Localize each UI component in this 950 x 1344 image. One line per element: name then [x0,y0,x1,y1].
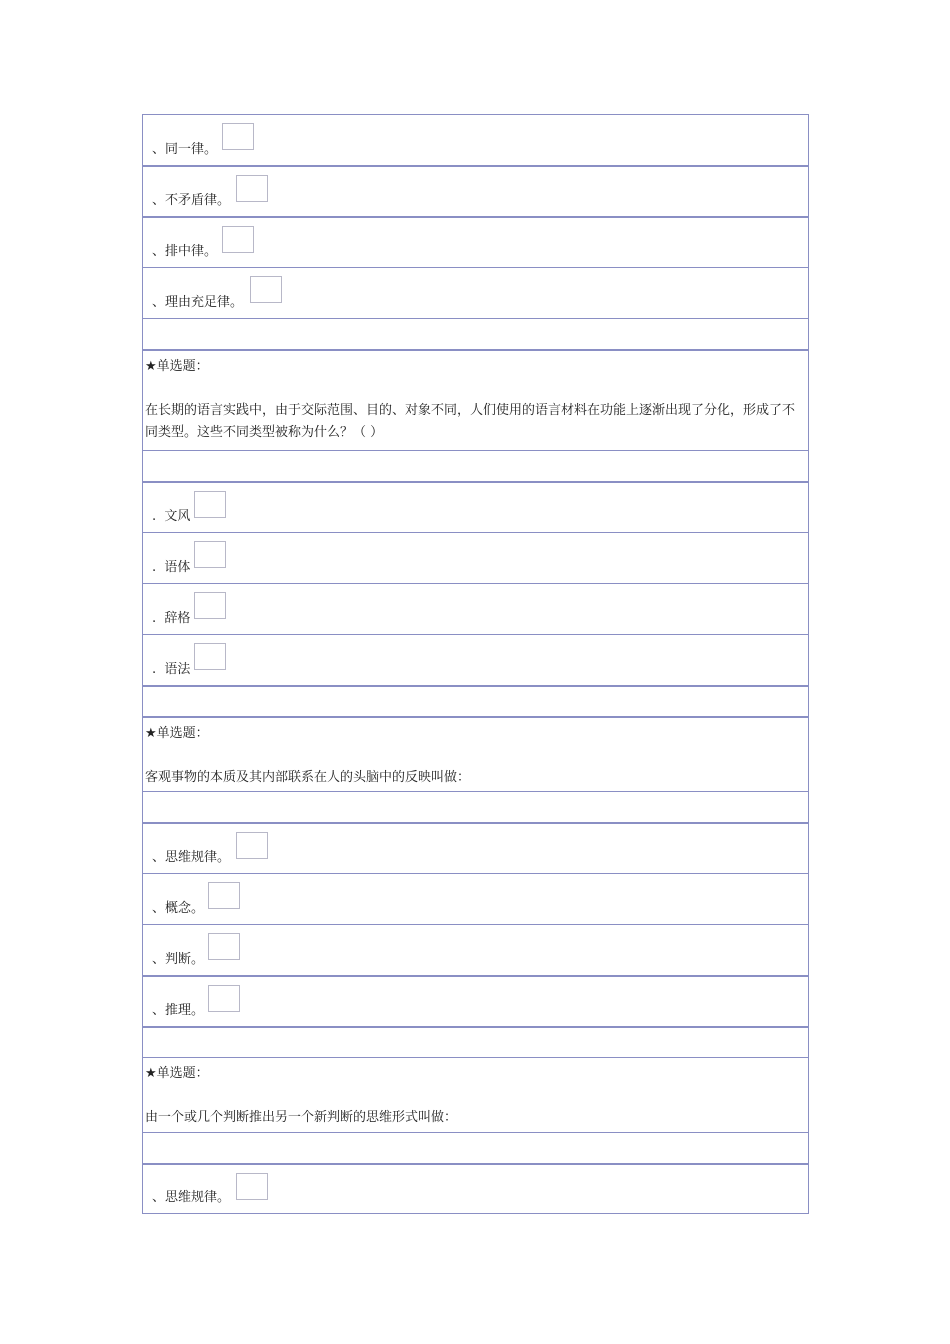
answer-checkbox[interactable] [194,643,226,670]
answer-checkbox[interactable] [208,882,240,909]
question-type-label: ★单选题： [145,1066,209,1081]
option-text: 、思维规律。 [152,850,231,865]
option-text: . 文风 [152,509,191,524]
option-row [143,583,808,634]
question-block [143,349,808,450]
answer-checkbox[interactable] [194,491,226,518]
option-text: . 语体 [152,560,191,575]
option-row [143,873,808,924]
question-stem: 由一个或几个判断推出另一个新判断的思维形式叫做： [145,1110,458,1125]
answer-checkbox[interactable] [236,1173,268,1200]
answer-checkbox[interactable] [208,933,240,960]
spacer-row [143,1132,808,1163]
spacer-row [143,791,808,822]
option-row [143,114,808,165]
answer-checkbox[interactable] [250,276,282,303]
question-stem: 客观事物的本质及其内部联系在人的头脑中的反映叫做： [145,770,471,785]
option-row [143,165,808,216]
option-text: 、判断。 [152,952,205,967]
question-sheet [142,114,809,1214]
spacer-row [143,685,808,716]
question-block [143,716,808,791]
spacer-row [143,318,808,349]
option-row [143,924,808,975]
option-row [143,267,808,318]
option-row [143,532,808,583]
option-row [143,634,808,685]
answer-checkbox[interactable] [222,123,254,150]
answer-checkbox[interactable] [236,175,268,202]
option-row [143,975,808,1026]
answer-checkbox[interactable] [236,832,268,859]
question-type-label: ★单选题： [145,359,209,374]
option-text: 、同一律。 [152,142,218,157]
option-row [143,481,808,532]
option-text: 、排中律。 [152,244,218,259]
question-stem: 在长期的语言实践中，由于交际范围、目的、对象不同，人们使用的语言材料在功能上逐渐出现了分化，形成了不同类型。这些不同类型被称为什么？（ ） [145,403,796,440]
question-type-label: ★单选题： [145,726,209,741]
option-row [143,1163,808,1214]
option-text: 、思维规律。 [152,1190,231,1205]
option-text: 、概念。 [152,901,205,916]
option-text: 、不矛盾律。 [152,193,231,208]
question-block [143,1057,808,1132]
option-text: 、推理。 [152,1003,205,1018]
star-icon: ★ [145,1066,157,1081]
option-row [143,216,808,267]
option-text: . 辞格 [152,611,191,626]
spacer-row [143,450,808,481]
answer-checkbox[interactable] [194,541,226,568]
star-icon: ★ [145,726,157,741]
spacer-row [143,1026,808,1057]
answer-checkbox[interactable] [194,592,226,619]
star-icon: ★ [145,359,157,374]
answer-checkbox[interactable] [222,226,254,253]
answer-checkbox[interactable] [208,985,240,1012]
option-text: . 语法 [152,662,191,677]
option-text: 、理由充足律。 [152,295,244,310]
option-row [143,822,808,873]
